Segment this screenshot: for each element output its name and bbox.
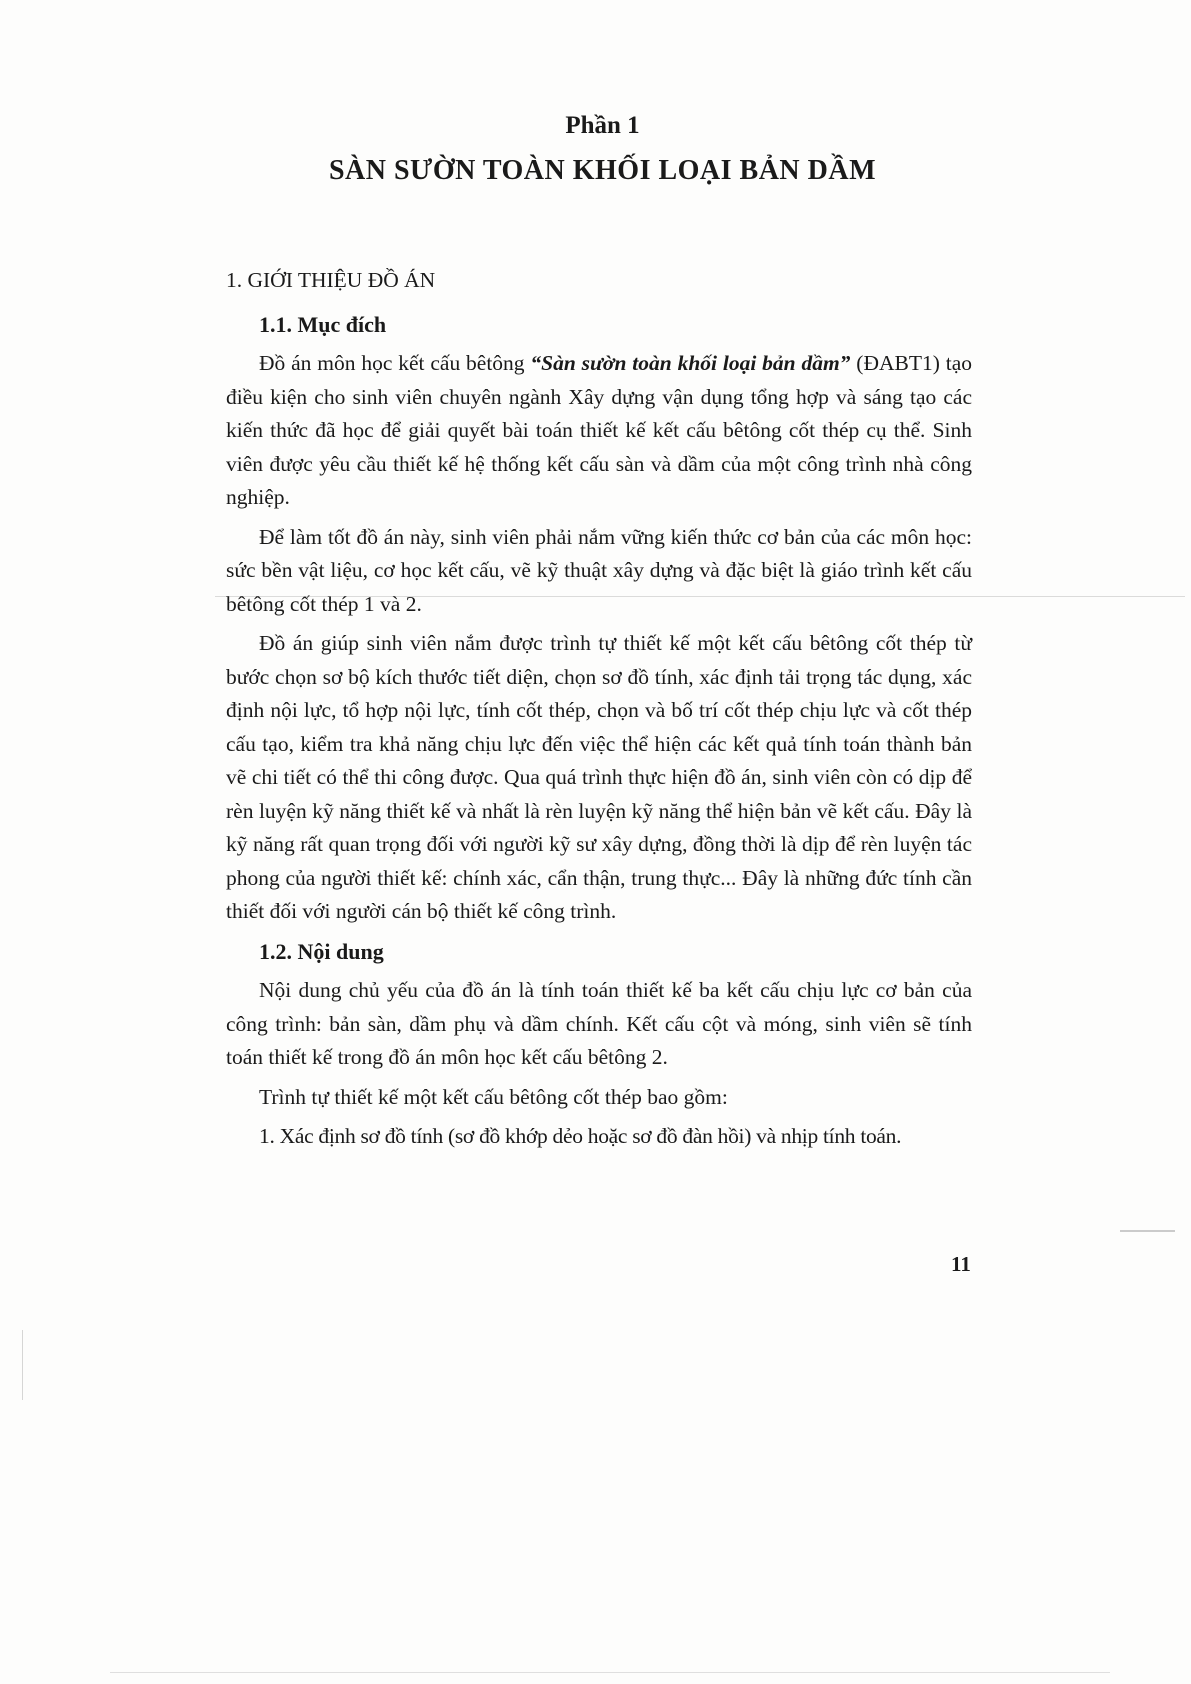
scan-artifact-line <box>22 1330 23 1400</box>
paragraph-text: (ĐABT1) tạo điều kiện cho sinh viên chuyên ngành Xây dựng vận dụng tổng hợp và sáng tạo các kiến thức đã học để giải quyết bài toán thiết kế kết cấu bêtông cốt thép cụ thể. Sinh viên được yêu cầu thiết kế hệ thống kết cấu sàn và dầm của một công trình nhà công nghiệp. <box>226 351 973 509</box>
part-label: Phần 1 <box>565 112 640 139</box>
paragraph-purpose-1 <box>226 347 972 515</box>
scan-artifact-line <box>215 596 1185 597</box>
subsection-heading-content: 1.2. Nội dung <box>259 938 384 964</box>
section-heading: 1. GIỚI THIỆU ĐỒ ÁN <box>226 268 436 292</box>
subsection-heading-purpose: 1.1. Mục đích <box>259 311 387 337</box>
scan-artifact-line <box>110 1672 1110 1673</box>
page-number: 11 <box>951 1252 971 1276</box>
paragraph-purpose-3: Đồ án giúp sinh viên nắm được trình tự thiết kế một kết cấu bêtông cốt thép từ bước chọn sơ bộ kích thước tiết diện, chọn sơ đồ tính, xác định tải trọng tác dụng, xác định nội lực, tổ hợp nội lực, tính cốt thép, chọn và bố trí cốt thép chịu lực và cốt thép cấu tạo, kiểm tra khả năng chịu lực đến việc thể hiện các kết quả tính toán thành bản vẽ chi tiết có thể thi công được. Qua quá trình thực hiện đồ án, sinh viên còn có dịp để rèn luyện kỹ năng thiết kế và nhất là rèn luyện kỹ năng thể hiện bản vẽ kết cấu. Đây là kỹ năng rất quan trọng đối với người kỹ sư xây dựng, đồng thời là dịp để rèn luyện tác phong của người thiết kế: chính xác, cẩn thận, trung thực... Đây là những đức tính cần thiết đối với người cán bộ thiết kế công trình. <box>226 631 972 923</box>
body-text <box>226 264 972 1154</box>
project-title-emphasis: “Sàn sườn toàn khối loại bản dầm” <box>530 351 851 375</box>
list-item: 1. Xác định sơ đồ tính (sơ đồ khớp dẻo hoặc sơ đồ đàn hồi) và nhịp tính toán. <box>259 1124 902 1148</box>
paragraph-purpose-2: Để làm tốt đồ án này, sinh viên phải nắm vững kiến thức cơ bản của các môn học: sức bền vật liệu, cơ học kết cấu, vẽ kỹ thuật xây dựng và đặc biệt là giáo trình kết cấu bêtông cốt thép 1 và 2. <box>226 524 972 616</box>
paragraph-content-2: Trình tự thiết kế một kết cấu bêtông cốt thép bao gồm: <box>259 1084 728 1109</box>
paragraph-text: Đồ án môn học kết cấu bêtông <box>259 351 531 375</box>
part-title: SÀN SƯỜN TOÀN KHỐI LOẠI BẢN DẦM <box>328 155 877 186</box>
paragraph-content-1: Nội dung chủ yếu của đồ án là tính toán thiết kế ba kết cấu chịu lực cơ bản của công trình: bản sàn, dầm phụ và dầm chính. Kết cấu cột và móng, sinh viên sẽ tính toán thiết kế trong đồ án môn học kết cấu bêtông 2. <box>226 978 972 1069</box>
scan-artifact-line <box>1120 1230 1175 1232</box>
